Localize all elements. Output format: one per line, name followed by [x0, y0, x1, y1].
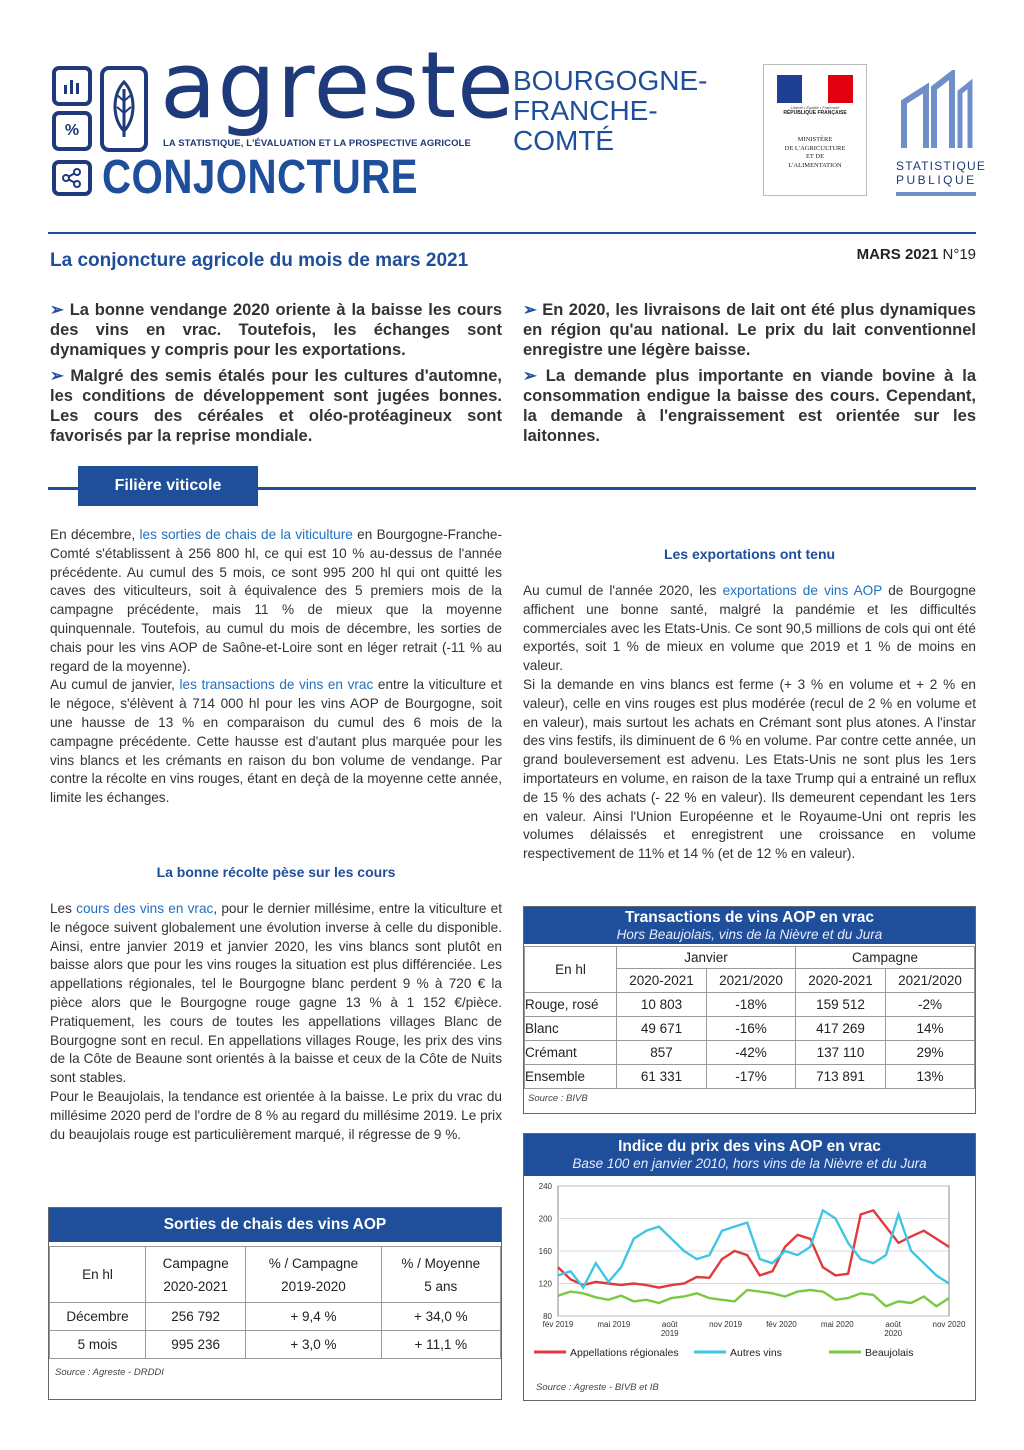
highlight-item: ➢ La bonne vendange 2020 oriente à la baisse les cours des vins en vrac. Toutefois, les échanges sont dynamiques y compris pour les exportations.: [50, 301, 502, 359]
chart-plot: [524, 1176, 975, 1376]
leaf-logo-icon: [100, 66, 148, 152]
table-row: Ensemble 61 331 -17% 713 891 13%: [525, 1065, 975, 1089]
left-column-text: En décembre, les sorties de chais de la viticulture en Bourgogne-Franche-Comté s'établissent à 256 800 hl, ce qui est 10 % au-dessus de l'année précédente. Au cumul des 5 mois, ce sont 995 200 hl qui ont quitté les caves des viticulteurs, soit à équivalence des 5 premiers mois de la campagne précédente, mais 11 % de mieux que la moyenne quinquennale. Toutefois, au cumul du mois de décembre, les sorties de chais pour les vins AOP de Saône-et-Loire sont en léger retrait (-11 % au regard de la moyenne). Au cumul de janvier, les transactions de vins en vrac entre la viticulture et le négoce, s'élèvent à 714 000 hl pour les vins AOP de Bourgogne, soit une hausse de 13 % en comparaison du cumul des 6 mois de la campagne précédente. Cette hausse est d'autant plus marquée pour les vins blancs et les crémants en raison du bon volume de vendange. Par contre la récolte en vins rouges, étant en deçà de la moyenne cette année, limite les échanges.: [50, 527, 503, 806]
series-name: CONJONCTURE: [102, 151, 418, 204]
table-row: Rouge, rosé 10 803 -18% 159 512 -2%: [525, 993, 975, 1017]
series-line: [558, 1210, 949, 1287]
arrow-icon: ➢: [50, 367, 64, 385]
y-tick-label: 200: [538, 1214, 552, 1224]
table-row: Décembre 256 792 + 9,4 % + 34,0 %: [50, 1303, 501, 1331]
table-subtitle: Hors Beaujolais, vins de la Nièvre et du Jura: [616, 927, 883, 942]
table-header: Campagne 2020-2021: [146, 1247, 246, 1303]
table-row: Crémant 857 -42% 137 110 29%: [525, 1041, 975, 1065]
y-tick-label: 160: [538, 1247, 552, 1256]
x-tick-label: 2020: [884, 1329, 903, 1338]
subheading-exportations: Les exportations ont tenu: [663, 546, 836, 562]
legend-label: Autres vins: [730, 1347, 782, 1359]
x-tick-label: nov 2020: [932, 1320, 966, 1329]
highlights-left: [50, 300, 502, 452]
arrow-icon: ➢: [523, 367, 537, 385]
brand-tagline: LA STATISTIQUE, L'ÉVALUATION ET LA PROSPECTIVE AGRICOLE: [163, 138, 471, 149]
table-sorties-chais: [48, 1207, 502, 1400]
table-group-header: Janvier: [617, 947, 796, 969]
table-title: Sorties de chais des vins AOP: [49, 1208, 501, 1242]
stat-buildings-icon: [896, 70, 976, 150]
link-cours-vrac[interactable]: cours des vins en vrac: [76, 901, 214, 916]
arrow-icon: ➢: [50, 301, 64, 319]
y-tick-label: 80: [543, 1312, 552, 1321]
chart-title-bar: [524, 1134, 975, 1176]
link-exportations[interactable]: exportations de vins AOP: [722, 583, 883, 598]
table-source: Source : BIVB: [528, 1093, 588, 1104]
x-tick-label: mai 2019: [597, 1320, 631, 1329]
series-line: [558, 1210, 949, 1287]
x-tick-label: août: [885, 1320, 901, 1329]
y-tick-label: 240: [538, 1182, 552, 1191]
brand-wordmark: agreste: [160, 32, 515, 139]
table-header: % / Moyenne 5 ans: [381, 1247, 500, 1303]
table-corner: En hl: [50, 1247, 146, 1303]
x-tick-label: mai 2020: [820, 1320, 854, 1329]
arrow-icon: ➢: [523, 301, 537, 319]
highlight-item: ➢ Malgré des semis étalés pour les cultures d'automne, les conditions de développement sont jugées bonnes. Les cours des céréales et oléo-protéagineux sont favorisés par la reprise mondiale.: [50, 367, 502, 445]
x-tick-label: 2019: [660, 1329, 679, 1338]
left-column-text-2: Les cours des vins en vrac, pour le dernier millésime, entre la viticulture et le négoce suivent globalement une évolution inverse à celle du disponible. Ainsi, entre janvier 2019 et janvier 2020, les vins blancs sont plutôt en baisse alors que pour les vins rouges la situation est plus différenciée. Les appellations régionales, tel le Bourgogne blanc perdent 9 % à 720 € la pièce alors que le Bourgogne rouge gagne 13 % à 1 152 €/pièce. Pratiquement, les cours de toutes les appellations villages Blanc de Bourgogne sont en recul. En appellations villages Rouge, les prix des vins de la Côte de Beaune sont orientés à la baisse et ceux de la Côte de Nuits sont stables. Pour le Beaujolais, la tendance est orientée à la baisse. Le prix du vrac du millésime 2020 perd de l'ordre de 8 % au regard du millésime 2019. Le prix du beaujolais rouge est particulièrement marqué, il régresse de 9 %.: [50, 901, 502, 1142]
legend-label: Appellations régionales: [570, 1347, 679, 1359]
highlights-right: [523, 300, 976, 452]
legend-label: Beaujolais: [865, 1347, 914, 1359]
table-row: Blanc 49 671 -16% 417 269 14%: [525, 1017, 975, 1041]
x-tick-label: août: [661, 1320, 678, 1329]
table-group-header: Campagne: [795, 947, 974, 969]
y-tick-label: 120: [538, 1279, 552, 1289]
header-divider: [48, 232, 976, 234]
chart-source: Source : Agreste - BIVB et IB: [536, 1382, 659, 1393]
table-row: 5 mois 995 236 + 3,0 % + 11,1 %: [50, 1331, 501, 1359]
price-index-chart: [523, 1133, 976, 1401]
page-title: La conjoncture agricole du mois de mars 2021: [50, 250, 469, 271]
chart-title: Indice du prix des vins AOP en vrac: [618, 1138, 881, 1155]
table-corner: En hl: [525, 947, 617, 993]
highlight-item: ➢ En 2020, les livraisons de lait ont été plus dynamiques en région qu'au national. Le prix du lait conventionnel enregistre une légère baisse.: [523, 301, 976, 359]
subheading-recolte: La bonne récolte pèse sur les cours: [156, 864, 396, 880]
x-tick-label: nov 2019: [709, 1320, 743, 1329]
x-tick-label: fév 2019: [542, 1320, 574, 1329]
marianne-flag-icon: [777, 75, 853, 103]
table-title: Transactions de vins AOP en vrac Hors Beaujolais, vins de la Nièvre et du Jura: [524, 907, 975, 944]
ministry-logo: Liberté • Égalité • Fraternité RÉPUBLIQUE FRANÇAISE MINISTÈRE DE L'AGRICULTURE ET DE L'ALIMENTATION: [763, 64, 867, 196]
table-header: % / Campagne 2019-2020: [246, 1247, 381, 1303]
right-column-text: Au cumul de l'année 2020, les exportations de vins AOP de Bourgogne affichent une bonne santé, malgré la pandémie et les difficultés commerciales avec les Etats-Unis. Ce sont 90,5 millions de cols qui ont été exportés, soit 1 % de mieux en volume que 2019 et 1 % de moins en valeur. Si la demande en vins blancs est ferme (+ 3 % en volume et + 2 % en valeur), celle en vins rouges est plus modérée (recul de 2 % en volume et en valeur), mais surtout les achats en Crémant sont plus atones. A l'instar des vins festifs, ils diminuent de 6 % en volume. Par contre cette année, un grand bouleversement est advenu. Les Etats-Unis ne sont plus les 1ers importateurs en volume, en raison de la taxe Trump qui a entrainé un reflux de 15 % des achats (- 22 % en valeur). Ils demeurent cependant les 1ers en valeur. Ainsi l'Union Européenne et le Royaume-Uni ont repris les volumes délaissés et enregistrent une croissance en volume respectivement de 11% et 14 % (et de 12 % en valeur).: [523, 583, 976, 862]
statistique-publique-logo: STATISTIQUE PUBLIQUE: [896, 70, 976, 196]
chart-subtitle: Base 100 en janvier 2010, hors vins de la Nièvre et du Jura: [572, 1156, 927, 1171]
table-source: Source : Agreste - DRDDI: [55, 1367, 164, 1378]
table-transactions: Transactions de vins AOP en vrac Hors Beaujolais, vins de la Nièvre et du Jura En hl Janvier Campagne 2020-2021 2021/2020 2020-2021 2021/2020 Rouge, rosé 10 803 -18% 159 512 -2% Blanc 49 671 -16% 417 269 14% Crémant 857 -42% 137 110 29% Ensemble 61 331 -17% 713 891 13% Source : BIVB: [523, 906, 976, 1114]
issue-label: MARS 2021 N°19: [856, 246, 976, 263]
section-title: Filière viticole: [78, 466, 258, 506]
link-transactions-vrac[interactable]: les transactions de vins en vrac: [179, 677, 374, 693]
x-tick-label: fév 2020: [766, 1320, 797, 1329]
highlight-item: ➢ La demande plus importante en viande bovine à la consommation endigue la baisse des cours. Cependant, la demande à l'engraissement est orientée sur les laitonnes.: [523, 367, 976, 445]
region-name: BOURGOGNE- FRANCHE- COMTÉ: [513, 65, 708, 156]
link-sorties-chais[interactable]: les sorties de chais de la viticulture: [139, 527, 353, 542]
series-line: [558, 1290, 949, 1306]
